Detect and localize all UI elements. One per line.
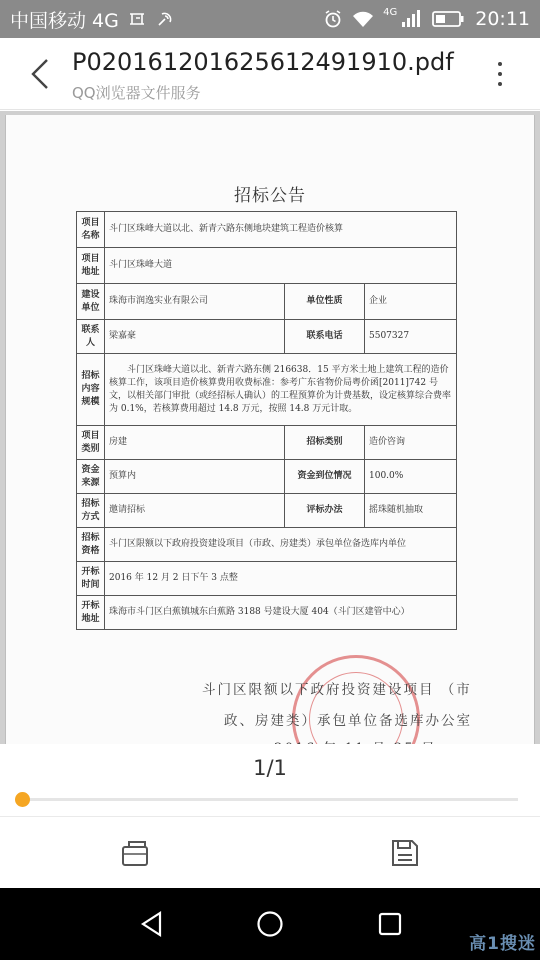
data-activity-icon <box>127 9 147 29</box>
row-label: 资金到位情况 <box>285 460 365 494</box>
row-label: 联系人 <box>77 320 105 354</box>
tender-table <box>76 211 457 630</box>
table-row <box>77 562 457 596</box>
nav-back-button[interactable] <box>134 906 170 942</box>
pdf-viewer[interactable] <box>0 111 540 744</box>
table-row <box>77 426 457 460</box>
app-bar <box>0 38 540 110</box>
table-row <box>77 320 457 354</box>
page-number: 1/1 <box>253 756 287 780</box>
page-slider-track[interactable] <box>22 798 518 801</box>
issuer-line-1: 斗门区限额以下政府投资建设项目 （市 <box>202 682 472 698</box>
rotate-pages-button[interactable] <box>118 837 152 869</box>
row-label: 项目名称 <box>77 212 105 248</box>
row-label: 招标内容规模 <box>77 354 105 426</box>
more-dot-icon <box>498 82 502 86</box>
issuer-line-2: 政、房建类）承包单位备选库办公室 <box>224 713 472 729</box>
triangle-back-icon <box>138 910 166 938</box>
row-value: 摇珠随机抽取 <box>365 494 457 528</box>
pdf-page[interactable] <box>5 115 535 765</box>
row-value: 邀请招标 <box>105 494 285 528</box>
nav-home-button[interactable] <box>252 906 288 942</box>
row-value: 珠海市斗门区白蕉镇城东白蕉路 3188 号建设大厦 404（斗门区建管中心） <box>105 596 457 630</box>
table-row <box>77 460 457 494</box>
row-label: 资金来源 <box>77 460 105 494</box>
row-label: 建设单位 <box>77 284 105 320</box>
more-dot-icon <box>498 72 502 76</box>
row-label: 招标方式 <box>77 494 105 528</box>
row-label: 项目地址 <box>77 248 105 284</box>
row-label: 单位性质 <box>285 284 365 320</box>
nav-recents-button[interactable] <box>372 906 408 942</box>
system-nav-bar <box>0 888 540 960</box>
row-value: 2016 年 12 月 2 日下午 3 点整 <box>105 562 457 596</box>
row-value: 梁嘉豪 <box>105 320 285 354</box>
row-value: 100.0% <box>365 460 457 494</box>
row-value: 房建 <box>105 426 285 460</box>
row-value: 斗门区珠峰大道以北、新青六路东侧地块建筑工程造价核算 <box>105 212 457 248</box>
chevron-left-icon <box>30 58 50 90</box>
page-indicator-panel <box>0 744 540 816</box>
row-label: 开标时间 <box>77 562 105 596</box>
table-row <box>77 284 457 320</box>
table-row <box>77 528 457 562</box>
row-value: 预算内 <box>105 460 285 494</box>
file-name-title: P020161201625612491910.pdf <box>72 48 454 76</box>
circle-home-icon <box>255 909 285 939</box>
bottom-toolbar <box>0 816 540 888</box>
watermark-logo: 高1搜迷 <box>469 934 536 954</box>
table-row <box>77 354 457 426</box>
table-row <box>77 494 457 528</box>
table-row <box>77 212 457 248</box>
row-label: 项目类别 <box>77 426 105 460</box>
status-bar <box>0 0 540 38</box>
signal-hand-icon <box>155 9 175 29</box>
save-file-button[interactable] <box>388 837 422 869</box>
network-type-badge: 4G <box>383 6 398 18</box>
row-value: 珠海市润逸实业有限公司 <box>105 284 285 320</box>
row-value: 企业 <box>365 284 457 320</box>
row-value: 斗门区限额以下政府投资建设项目（市政、房建类）承包单位备选库内单位 <box>105 528 457 562</box>
battery-icon <box>431 9 465 29</box>
alarm-icon <box>323 9 343 29</box>
row-label: 招标类别 <box>285 426 365 460</box>
app-subtitle: QQ浏览器文件服务 <box>72 84 201 102</box>
save-icon <box>390 838 420 868</box>
row-label: 联系电话 <box>285 320 365 354</box>
table-row <box>77 596 457 630</box>
page-slider-handle[interactable] <box>15 792 30 807</box>
row-value: 斗门区珠峰大道以北、新青六路东侧 216638．15 平方米土地上建筑工程的造价核算工作，该项目造价核算费用收费标准：参考广东省物价局粤价函[2011]742 号文，以相关部门审批（或经招标人确认）的工程预算价为计费基数，设定核算综合费率为 0.1%，若核算费用超过 14.8 万元，按照 14.8 万元计取。 <box>105 354 457 426</box>
wifi-icon <box>353 9 373 29</box>
square-recents-icon <box>376 910 404 938</box>
table-row <box>77 248 457 284</box>
carrier-label: 中国移动 4G <box>10 9 119 32</box>
back-button[interactable] <box>22 56 58 92</box>
more-dot-icon <box>498 62 502 66</box>
row-value: 5507327 <box>365 320 457 354</box>
row-value: 斗门区珠峰大道 <box>105 248 457 284</box>
pages-icon <box>119 838 151 868</box>
document-title: 招标公告 <box>234 186 306 206</box>
cell-signal-icon <box>401 9 421 29</box>
clock: 20:11 <box>475 8 530 30</box>
row-label: 招标资格 <box>77 528 105 562</box>
row-label: 评标办法 <box>285 494 365 528</box>
more-options-button[interactable] <box>490 56 510 92</box>
row-label: 开标地址 <box>77 596 105 630</box>
row-value: 造价咨询 <box>365 426 457 460</box>
